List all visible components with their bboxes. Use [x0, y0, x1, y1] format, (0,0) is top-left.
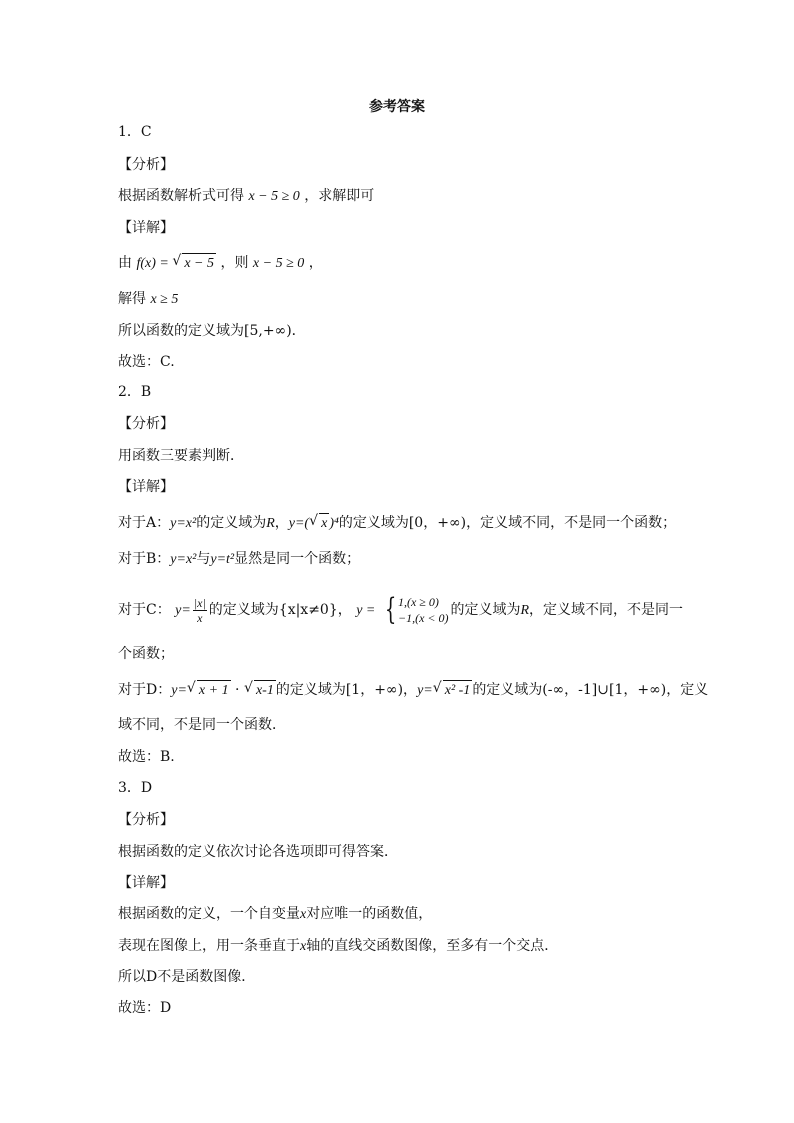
- sqrt-symbol: [434, 680, 473, 701]
- q2-c-fraction: [193, 596, 207, 625]
- q1-analysis-post: ，求解即可: [304, 188, 375, 204]
- q2-d-text1: 的定义域为[1，+∞)，: [275, 682, 418, 698]
- q1-detail-line1: [118, 253, 323, 274]
- q3-analysis: 根据函数的定义依次讨论各选项即可得答案．: [118, 844, 398, 860]
- q2-c-cases: [398, 594, 449, 626]
- q2-c-text2: 的定义域为: [450, 602, 521, 618]
- sqrt-symbol: [245, 680, 276, 701]
- q1-detail-line2: [118, 289, 178, 310]
- q2-a-formula2-post: )⁴: [329, 516, 339, 531]
- q3-l1-post: 对应唯一的函数值，: [306, 906, 433, 922]
- q2-c-piecewise: [381, 594, 449, 626]
- q3-detail-line3: 所以D不是函数图像．: [118, 969, 256, 985]
- q2-d-radicand3: x² -1: [443, 680, 473, 701]
- q3-l1-x: x: [300, 907, 307, 922]
- sqrt-symbol: [173, 253, 216, 274]
- q3-l2-pre: 表现在图像上，用一条垂直于: [118, 938, 300, 954]
- q2-a-radicand: x: [319, 513, 329, 534]
- q1-detail-line3: 所以函数的定义域为[5,+∞)．: [118, 323, 306, 339]
- q2-option-b: [118, 549, 360, 570]
- q3-detail-heading: 【详解】: [118, 875, 174, 891]
- q2-a-formula1: y=x²: [170, 516, 197, 531]
- q2-option-c-continued: 个函数；: [118, 646, 174, 662]
- q2-d-y: y=: [171, 683, 187, 698]
- q2-c-case1: 1,(x ≥ 0): [397, 595, 439, 609]
- q1-d1-radicand: x − 5: [182, 253, 216, 274]
- q2-c-denominator: x: [197, 610, 203, 625]
- page-title: 参考答案: [369, 99, 425, 115]
- q2-d-y2: y=: [417, 683, 433, 698]
- q2-a-text2: 的定义域为[0，+∞)，定义域不同，不是同一个函数；: [338, 515, 677, 531]
- q2-b-text2: 显然是同一个函数；: [234, 551, 361, 567]
- sqrt-symbol: [310, 513, 329, 534]
- q1-d1-mid: ，则: [220, 255, 249, 271]
- q2-analysis-heading: 【分析】: [118, 416, 174, 432]
- q2-d-radicand2: x-1: [254, 680, 276, 701]
- q2-d-radicand1: x + 1: [197, 680, 231, 701]
- q2-c-y: y=: [175, 603, 191, 618]
- q2-d-pre: 对于D：: [118, 682, 172, 698]
- q2-answer: 故选：B.: [118, 749, 175, 765]
- q2-option-a: [118, 513, 676, 534]
- q2-b-formula1: y=x²: [170, 552, 197, 567]
- q2-a-comma: ，: [274, 515, 289, 531]
- q1-analysis-heading: 【分析】: [118, 157, 174, 173]
- q1-analysis-pre: 根据函数解析式可得: [118, 188, 244, 204]
- q3-analysis-heading: 【分析】: [118, 812, 174, 828]
- q1-d1-post: ，: [308, 255, 323, 271]
- q2-b-formula2: y=t²: [210, 552, 235, 567]
- q1-d1-inequality: x − 5 ≥ 0: [252, 256, 305, 271]
- q1-analysis-inequality: x − 5 ≥ 0: [248, 189, 300, 204]
- q2-a-pre: 对于A：: [118, 515, 171, 531]
- q2-option-d-continued: 域不同，不是同一个函数．: [118, 717, 286, 733]
- q2-a-R: R: [266, 516, 275, 531]
- q2-option-d: [118, 680, 708, 701]
- q2-d-text2: 的定义域为(-∞，-1]∪[1，+∞)，定义: [472, 682, 709, 698]
- q2-b-pre: 对于B：: [118, 551, 171, 567]
- q1-d2-inequality: x ≥ 5: [150, 292, 179, 307]
- q1-number: 1．C: [118, 124, 152, 140]
- q1-d1-function: f(x) =: [136, 256, 173, 271]
- q2-a-formula2-pre: y=(: [288, 516, 310, 531]
- q3-answer: 故选：D: [118, 1000, 172, 1016]
- q1-analysis: [118, 186, 374, 207]
- left-brace: {: [384, 592, 397, 627]
- q2-c-numerator: |x|: [193, 595, 206, 610]
- q1-d1-pre: 由: [118, 255, 132, 271]
- q3-detail-line1: [118, 904, 432, 925]
- q2-number: 2．B: [118, 384, 152, 400]
- q2-option-c: [118, 594, 683, 626]
- q1-detail-heading: 【详解】: [118, 220, 174, 236]
- q2-d-dot: ·: [230, 682, 244, 698]
- q2-c-case2: −1,(x < 0): [397, 611, 449, 625]
- q3-l2-x: x: [300, 939, 307, 954]
- q1-answer: 故选：C.: [118, 354, 175, 370]
- q2-c-y2: y =: [356, 603, 379, 618]
- q3-l2-post: 轴的直线交函数图像，至多有一个交点．: [306, 938, 559, 954]
- q3-number: 3．D: [118, 780, 153, 796]
- q3-detail-line2: [118, 936, 558, 957]
- q2-a-text1: 的定义域为: [196, 515, 267, 531]
- q2-c-text3: ，定义域不同，不是同一: [529, 602, 684, 618]
- q2-b-text1: 与: [196, 551, 211, 567]
- q3-l1-pre: 根据函数的定义，一个自变量: [118, 906, 300, 922]
- q2-c-text1: 的定义域为{x|x≠0}，: [208, 602, 352, 618]
- q2-c-R: R: [520, 603, 530, 618]
- sqrt-symbol: [188, 680, 231, 701]
- q1-d2-pre: 解得: [118, 291, 146, 307]
- q2-c-pre: 对于C：: [118, 602, 171, 618]
- q2-detail-heading: 【详解】: [118, 479, 174, 495]
- q2-analysis: 用函数三要素判断．: [118, 448, 244, 464]
